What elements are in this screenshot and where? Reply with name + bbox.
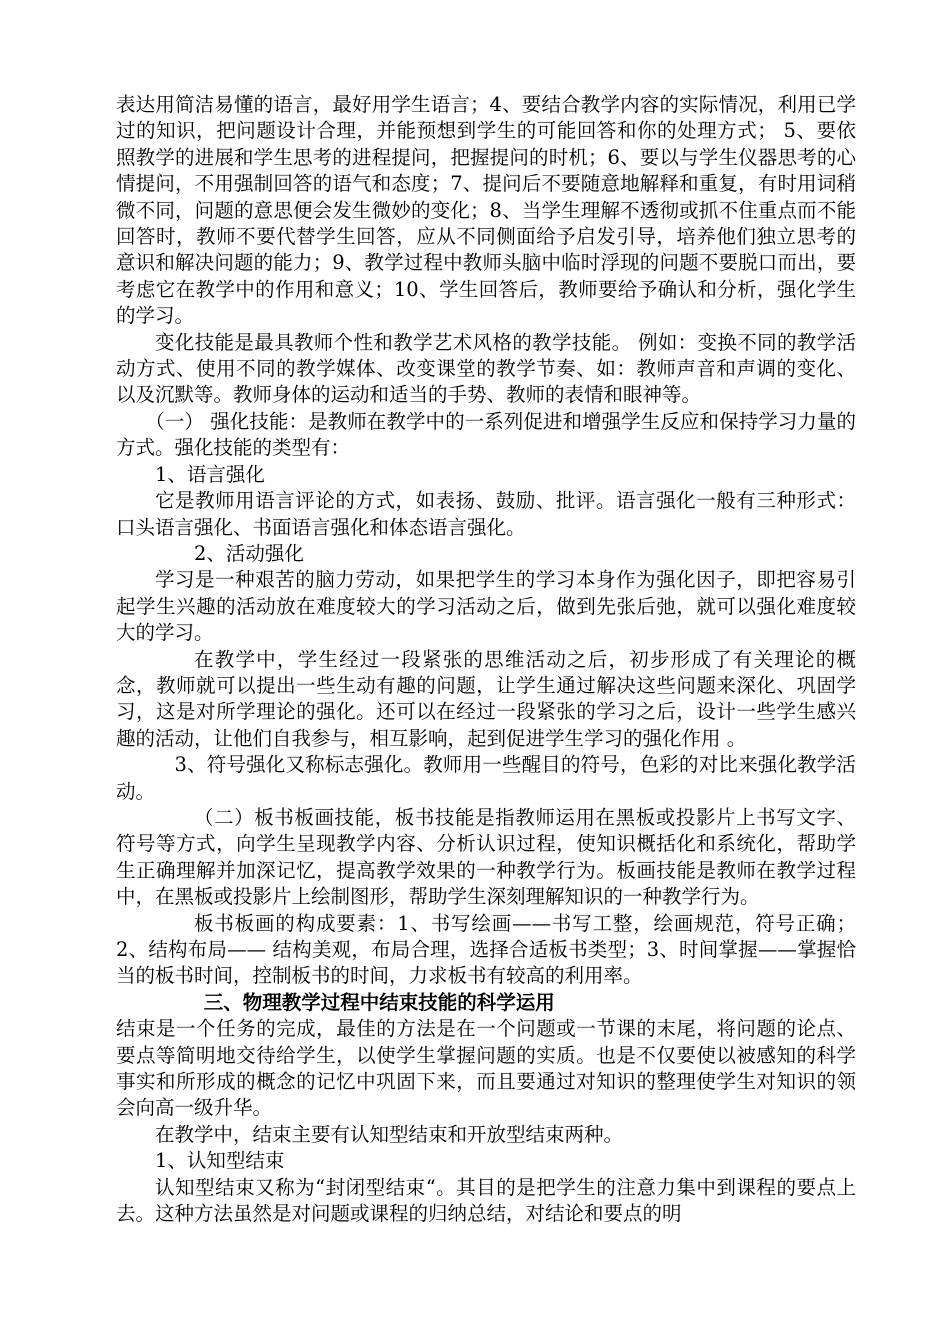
paragraph-reinforcement-skill: （一） 强化技能：是教师在教学中的一系列促进和增强学生反应和保持学习力量的方式。强化技能的类型有： xyxy=(116,409,856,460)
paragraph-activity-reinforcement: 学习是一种艰苦的脑力劳动，如果把学生的学习本身作为强化因子，即把容易引起学生兴趣的活动放在难度较大的学习活动之后，做到先张后弛，就可以强化难度较大的学习。 xyxy=(116,568,856,645)
document-page xyxy=(116,92,856,1227)
subheading-activity-reinforcement: 2、活动强化 xyxy=(194,541,304,565)
paragraph-closing-definition: 结束是一个任务的完成，最佳的方法是在一个问题或一节课的末尾，将问题的论点、要点等简明地交待给学生，以使学生掌握问题的实质。也是不仅要使以被感知的科学事实和所形成的概念的记忆中巩固下来，而且要通过对知识的整理使学生对知识的领会向高一级升华。 xyxy=(116,1017,856,1120)
subheading-cognitive-closing: 1、认知型结束 xyxy=(155,1149,285,1173)
paragraph-symbol-reinforcement: 3、符号强化又称标志强化。教师用一些醒目的符号，色彩的对比来强化教学活动。 xyxy=(116,753,856,803)
section-heading-closing-skill: 三、物理教学过程中结束技能的科学运用 xyxy=(203,990,555,1014)
paragraph-cognitive-closing: 认知型结束又称为“封闭型结束“。其目的是把学生的注意力集中到课程的要点上去。这种方法虽然是对问题或课程的归纳总结，对结论和要点的明 xyxy=(116,1175,856,1226)
paragraph-blackboard-elements: 板书板画的构成要素：1、书写绘画——书写工整，绘画规范，符号正确；2、结构布局—— 结构美观，布局合理，选择合适板书类型；3、时间掌握——掌握恰当的板书时间，控制板书的时间，力求板书有较高的利用率。 xyxy=(116,911,856,988)
paragraph-blackboard-skill: （二）板书板画技能，板书技能是指教师运用在黑板或投影片上书写文字、符号等方式，向学生呈现教学内容、分析认识过程，使知识概括化和系统化，帮助学生正确理解并加深记忆，提高教学效果的一种教学行为。板画技能是教师在教学过程中，在黑板或投影片上绘制图形，帮助学生深刻理解知识的一种教学行为。 xyxy=(116,805,856,909)
paragraph-teaching-reinforcement: 在教学中，学生经过一段紧张的思维活动之后，初步形成了有关理论的概念，教师就可以提出一些生动有趣的问题，让学生通过解决这些问题来深化、巩固学习，这是对所学理论的强化。还可以在经过一段紧张的学习之后，设计一些学生感兴趣的活动，让他们自我参与，相互影响，起到促进学生学习的强化作用 。 xyxy=(116,647,856,750)
paragraph-question-guidelines: 表达用简洁易懂的语言，最好用学生语言；4、要结合教学内容的实际情况，利用已学过的知识，把问题设计合理，并能预想到学生的可能回答和你的处理方式； 5、要依照教学的进展和学生思考的进程提问，把握提问的时机；6、要以与学生仪器思考的心情提问，不用强制回答的语气和态度；7、提问后不要随意地解释和重复，有时用词稍微不同，问题的意思便会发生微妙的变化；8、当学生理解不透彻或抓不住重点而不能回答时，教师不要代替学生回答，应从不同侧面给予启发引导，培养他们独立思考的意识和解决问题的能力；9、教学过程中教师头脑中临时浮现的问题不要脱口而出，要考虑它在教学中的作用和意义；10、学生回答后，教师要给予确认和分析，强化学生的学习。 xyxy=(116,93,856,328)
subheading-verbal-reinforcement: 1、语言强化 xyxy=(155,462,265,486)
paragraph-verbal-reinforcement: 它是教师用语言评论的方式，如表扬、鼓励、批评。语言强化一般有三种形式：口头语言强化、书面语言强化和体态语言强化。 xyxy=(116,489,856,539)
paragraph-variation-skill: 变化技能是最具教师个性和教学艺术风格的教学技能。 例如：变换不同的教学活动方式、使用不同的教学媒体、改变课堂的教学节奏、如：教师声音和声调的变化、以及沉默等。教师身体的运动和适当的手势、教师的表情和眼神等。 xyxy=(116,330,856,407)
paragraph-closing-types: 在教学中，结束主要有认知型结束和开放型结束两种。 xyxy=(155,1122,624,1146)
